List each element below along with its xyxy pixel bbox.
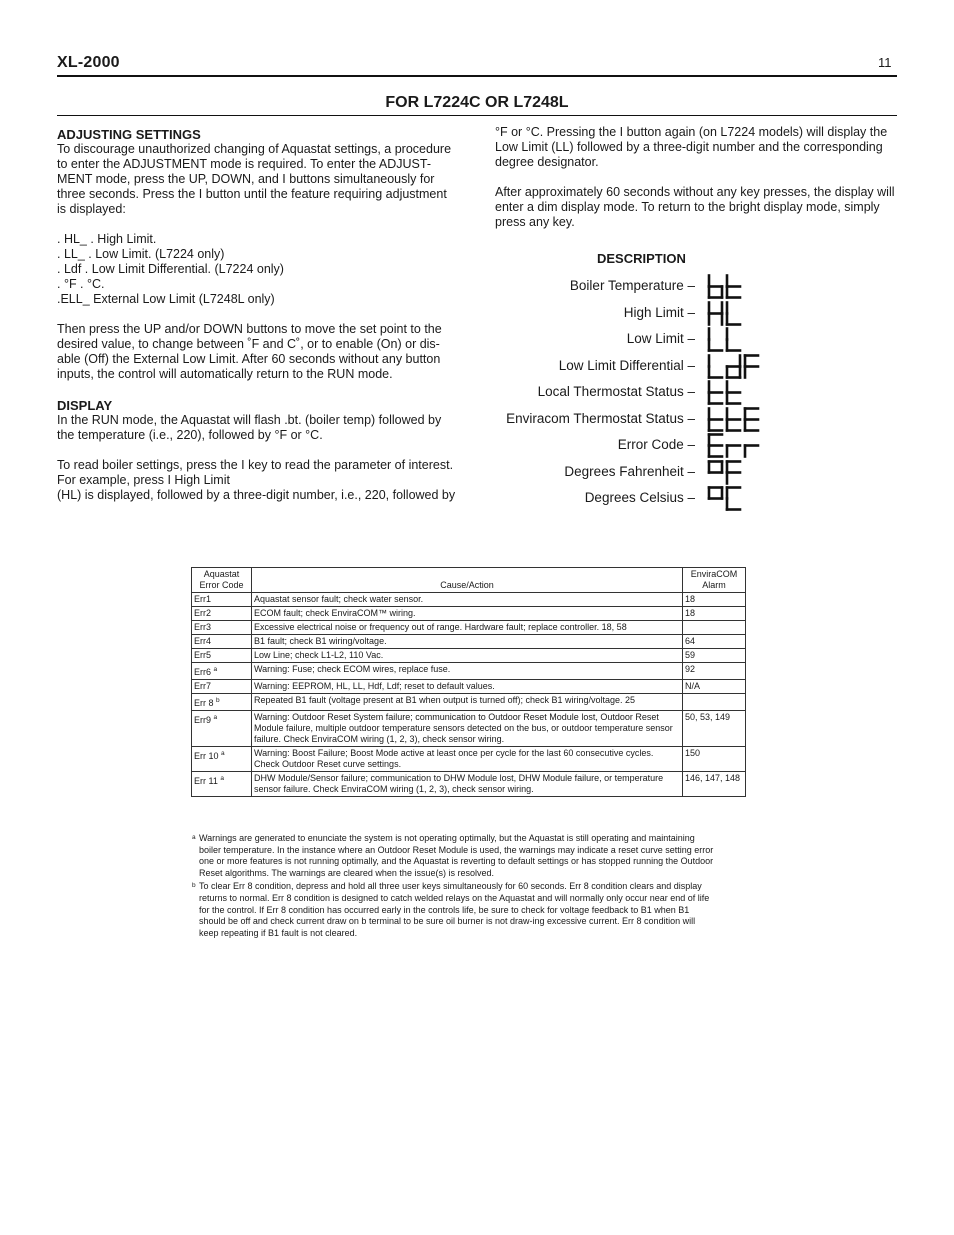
segment-display-icon bbox=[707, 433, 765, 455]
segment-display-icon bbox=[707, 486, 747, 508]
footnote-a bbox=[192, 833, 717, 879]
alarm-cell bbox=[683, 694, 746, 711]
cause-action-cell: Warning: Fuse; check ECOM wires, replace fuse. bbox=[252, 663, 683, 680]
error-code-table bbox=[191, 567, 746, 797]
header-alarm: EnviraCOM Alarm bbox=[683, 568, 746, 593]
error-code-cell: Err 10 $^a$ bbox=[192, 747, 252, 772]
footnote-text: Warnings are generated to enunciate the system is not operating optimally, but the Aquastat is still operating and maintaining boiler temperature. In the instance where an Outdoor Reset Module is used, the warnings may indicate a reset curve setting error one or more features is not running optimally, and the Aquastat is reverting to default settings or has stopped running the Outdoor Reset algorithms. The warnings are cleared when the issue(s) is resolved. bbox=[199, 833, 714, 878]
error-code-cell: Err6 $^a$ bbox=[192, 663, 252, 680]
error-code-cell: Err3 bbox=[192, 621, 252, 635]
table-header-row bbox=[192, 568, 746, 593]
footnote-b bbox=[192, 881, 717, 939]
table-row bbox=[192, 649, 746, 663]
alarm-cell bbox=[683, 621, 746, 635]
error-code-cell: Err5 bbox=[192, 649, 252, 663]
table-row bbox=[192, 711, 746, 747]
footnote-marker: a bbox=[221, 750, 225, 757]
table-row bbox=[192, 694, 746, 711]
display-heading: DISPLAY bbox=[57, 398, 113, 413]
page-title: FOR L7224C OR L7248L bbox=[385, 94, 569, 111]
description-label: High Limit – bbox=[623, 305, 695, 320]
page-number: 11 bbox=[878, 55, 892, 70]
adjusting-text-2: Then press the UP and/or DOWN buttons to move the set point to the desired value, to change between ˚F and C˚, or to enable (On) or dis-able (Off) the External Low Limit. After 60 seconds without any button inputs, the control will automatically return to the RUN mode. bbox=[57, 322, 442, 381]
footnote-mark: b bbox=[192, 882, 196, 890]
footnote-mark: a bbox=[192, 834, 196, 841]
cause-action-cell: Repeated B1 fault (voltage present at B1 when output is turned off); check B1 wiring/voltage. 25 bbox=[252, 694, 683, 711]
error-code-cell: Err9 $^a$ bbox=[192, 711, 252, 747]
alarm-cell: 59 bbox=[683, 649, 746, 663]
table-row bbox=[192, 607, 746, 621]
display-text-3: (HL) is displayed, followed by a three-digit number, i.e., 220, followed by bbox=[57, 488, 456, 502]
footnote-text: To clear Err 8 condition, depress and hold all three user keys simultaneously for 60 seconds. Err 8 condition clears and display returns to normal. Err 8 condition is designed to catch welded relays on the Aquastat and will normally only occur near end of life for the control. If Err 8 condition has occurred early in the controls life, be sure to check for voltage feedback to B1 when B1 should be off and check current draw on b terminal to be sure oil burner is not draw-ing excessive current. Err 8 condition will keep repeating if B1 fault is not cleared. bbox=[199, 881, 710, 938]
error-code-cell: Err 11 $^a$ bbox=[192, 772, 252, 797]
alarm-cell: 146, 147, 148 bbox=[683, 772, 746, 797]
alarm-cell: 18 bbox=[683, 607, 746, 621]
footnote-marker: b bbox=[216, 697, 220, 704]
display-text-2: To read boiler settings, press the I key to read the parameter of interest. For example, press I High Limit bbox=[57, 458, 454, 487]
description-label: Enviracom Thermostat Status – bbox=[506, 411, 695, 426]
cause-action-cell: Warning: Outdoor Reset System failure; communication to Outdoor Reset Module lost, Outdoor Reset Module failure, multiple outdoor temperature sensors detected on the bus, or outdoor temperature sensor failure. Check EnviraCOM wiring (1, 2, 3), check sensor wiring. bbox=[252, 711, 683, 747]
right-column bbox=[495, 125, 897, 230]
alarm-cell: 18 bbox=[683, 593, 746, 607]
feature-item: .ELL_ External Low Limit (L7248L only) bbox=[57, 292, 275, 306]
error-code-cell: Err2 bbox=[192, 607, 252, 621]
error-code-cell: Err4 bbox=[192, 635, 252, 649]
adjusting-text: To discourage unauthorized changing of Aquastat settings, a procedure to enter the ADJUSTMENT mode is required. To enter the ADJUST-MENT mode, press the UP, DOWN, and I buttons simultaneously for three seconds. Press the I button until the feature requiring adjustment is displayed: bbox=[57, 142, 452, 216]
cause-action-cell: Low Line; check L1-L2, 110 Vac. bbox=[252, 649, 683, 663]
footnote-marker: a bbox=[220, 775, 224, 782]
table-row bbox=[192, 663, 746, 680]
model-name: XL-2000 bbox=[57, 54, 120, 71]
display-text: In the RUN mode, the Aquastat will flash .bt. (boiler temp) followed by the temperature (i.e., 220), followed by °F or °C. bbox=[57, 413, 442, 442]
table-row bbox=[192, 747, 746, 772]
error-code-cell: Err7 bbox=[192, 680, 252, 694]
left-column bbox=[57, 127, 459, 503]
table-row bbox=[192, 680, 746, 694]
table-row bbox=[192, 593, 746, 607]
cause-action-cell: Warning: EEPROM, HL, LL, Hdf, Ldf; reset to default values. bbox=[252, 680, 683, 694]
footnote-marker: a bbox=[213, 666, 218, 673]
description-label: Low Limit – bbox=[626, 331, 695, 346]
adjusting-heading: ADJUSTING SETTINGS bbox=[57, 127, 201, 142]
cause-action-cell: B1 fault; check B1 wiring/voltage. bbox=[252, 635, 683, 649]
footnotes bbox=[192, 833, 717, 939]
table-row bbox=[192, 635, 746, 649]
header-cause-action: Cause/Action bbox=[252, 568, 683, 593]
header-rule bbox=[57, 75, 897, 77]
description-label: Local Thermostat Status – bbox=[537, 384, 695, 399]
feature-item: . Ldf . Low Limit Differential. (L7224 only) bbox=[57, 262, 284, 276]
error-code-cell: Err 8 $^b$ bbox=[192, 694, 252, 711]
alarm-cell: 50, 53, 149 bbox=[683, 711, 746, 747]
segment-display-icon bbox=[707, 380, 747, 402]
description-label: Boiler Temperature – bbox=[569, 278, 695, 293]
feature-item: . °F . °C. bbox=[57, 277, 105, 291]
dim-mode-text: After approximately 60 seconds without any key presses, the display will enter a dim display mode. To return to the bright display mode, simply press any key. bbox=[495, 185, 895, 229]
table-row bbox=[192, 621, 746, 635]
error-code-cell: Err1 bbox=[192, 593, 252, 607]
segment-display-icon bbox=[707, 301, 747, 323]
alarm-cell: 150 bbox=[683, 747, 746, 772]
description-label: Degrees Fahrenheit – bbox=[564, 464, 695, 479]
alarm-cell: 92 bbox=[683, 663, 746, 680]
table-row bbox=[192, 772, 746, 797]
segment-display-icon bbox=[707, 327, 747, 349]
cause-action-cell: DHW Module/Sensor failure; communication to DHW Module lost, DHW Module failure, or temperature sensor failure. Check EnviraCOM wiring (1, 2, 3), check sensor wiring. bbox=[252, 772, 683, 797]
segment-display-icon bbox=[707, 460, 747, 482]
cause-action-cell: Aquastat sensor fault; check water sensor. bbox=[252, 593, 683, 607]
segment-display-icon bbox=[707, 407, 765, 429]
feature-item: . LL_ . Low Limit. (L7224 only) bbox=[57, 247, 225, 261]
segment-display-icon bbox=[707, 354, 765, 376]
segment-display-icon bbox=[707, 274, 747, 296]
alarm-cell: N/A bbox=[683, 680, 746, 694]
header-error-code: Aquastat Error Code bbox=[192, 568, 252, 593]
description-label: Error Code – bbox=[617, 437, 695, 452]
cause-action-cell: Excessive electrical noise or frequency out of range. Hardware fault; replace controller. 18, 58 bbox=[252, 621, 683, 635]
title-rule bbox=[57, 115, 897, 116]
description-label: Low Limit Differential – bbox=[558, 358, 695, 373]
continued-text: °F or °C. Pressing the I button again (on L7224 models) will display the Low Limit (LL) followed by a three-digit number and the corresponding degree designator. bbox=[495, 125, 888, 169]
description-label: Degrees Celsius – bbox=[584, 490, 695, 505]
cause-action-cell: ECOM fault; check EnviraCOM™ wiring. bbox=[252, 607, 683, 621]
alarm-cell: 64 bbox=[683, 635, 746, 649]
footnote-marker: a bbox=[213, 714, 218, 721]
description-heading: DESCRIPTION bbox=[597, 251, 686, 266]
cause-action-cell: Warning: Boost Failure; Boost Mode active at least once per cycle for the last 60 consecutive cycles. Check Outdoor Reset curve settings. bbox=[252, 747, 683, 772]
feature-item: . HL_ . High Limit. bbox=[57, 232, 157, 246]
